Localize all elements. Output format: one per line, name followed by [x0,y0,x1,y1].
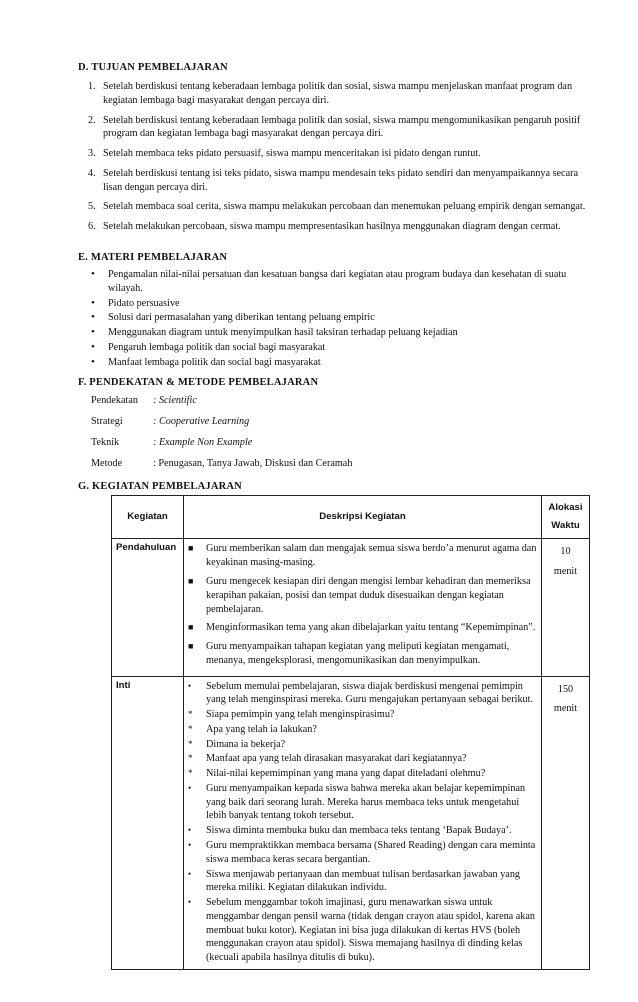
list-item: • Sebelum memulai pembelajaran, siswa diajak berdiskusi mengenai pemimpin yang telah menginspirasi mereka. Guru mengajukan pertanyaan sebagai berikut. [188,680,534,706]
inti-list [188,680,537,965]
table-row [112,676,590,969]
objective-item: 4. Setelah berdiskusi tentang isi teks pidato, siswa mampu mendesain teks pidato sendiri dan menyampaikannya secara lisan dengan percaya diri. [88,167,579,193]
list-item: * Nilai-nilai kepemimpinan yang mana yang dapat diteladani olehmu? [188,768,486,780]
inti-description [184,676,542,969]
phase-pendahuluan: Pendahuluan [112,539,184,676]
section-f-heading: F. PENDEKATAN & METODE PEMBELAJARAN [78,377,319,388]
objective-item: 6. Setelah melakukan percobaan, siswa mampu mempresentasikan hasilnya menggunakan diagram dengan cermat. [88,221,561,233]
inti-time: 150 menit [542,676,590,969]
materials-list [91,268,596,370]
pendahuluan-time: 10 menit [542,539,590,676]
header-kegiatan: Kegiatan [112,496,184,539]
material-item: • Manfaat lembaga politik dan social bagi masyarakat [91,356,596,370]
technique-label: Teknik [91,437,120,448]
approach-label: Pendekatan [91,395,138,406]
list-item: ■ Menginformasikan tema yang akan dibelajarkan yaitu tentang “Kepemimpinan”. [188,622,536,634]
material-item: • Pengamalan nilai-nilai persatuan dan kesatuan bangsa dari kegiatan atau program budaya dan kesehatan di suatu wilayah. [91,268,596,296]
list-item: * Apa yang telah ia lakukan? [188,723,317,735]
pendahuluan-list [188,542,537,667]
strategy-value: : Cooperative Learning [153,416,250,427]
square-bullet-icon: ■ [188,622,194,633]
list-item: • Sebelum menggambar tokoh imajinasi, guru menawarkan siswa untuk menggambar dengan pensil warna (tidak dengan crayon atau spidol, karena akan membuat buku kotor). Kegiatan ini bisa juga dilakukan di kertas HVS (boleh menggunakan crayon atau spidol). Siswa memajang hasilnya di dinding kelas (kecuali apabila hasilnya ditulis di buku). [188,897,535,964]
strategy-label: Strategi [91,416,123,427]
table-row [112,539,590,676]
list-item: • Siswa menjawab pertanyaan dan membuat tulisan berdasarkan jawaban yang mereka miliki. Kegiatan dilakukan individu. [188,868,521,894]
list-item: • Siswa diminta membuka buku dan membaca teks tentang ‘Bapak Budaya’. [188,825,512,837]
objective-item: 2. Setelah berdiskusi tentang keberadaan lembaga politik dan sosial, siswa mampu mengomunikasikan pengaruh positif program dan kegiatan lembaga bagi masyarakat dengan percaya diri. [88,114,581,140]
strategy-row [91,415,571,436]
approach-value: : Scientific [153,395,197,406]
list-item: ■ Guru mengecek kesiapan diri dengan mengisi lembar kehadiran dan memeriksa kerapihan pakaian, posisi dan tempat duduk disesuaikan dengan kegiatan pembelajaran. [188,575,531,615]
header-alokasi: Alokasi Waktu [542,496,590,539]
material-item: • Solusi dari permasalahan yang diberikan tentang peluang empiric [91,311,596,325]
material-item: • Pidato persuasive [91,297,596,311]
table-header-row [112,496,590,539]
objectives-list [88,80,593,240]
objective-item: 1. Setelah berdiskusi tentang keberadaan lembaga politik dan sosial, siswa mampu menjelaskan manfaat program dan kegiatan lembaga bagi masyarakat dengan percaya diri. [88,81,573,106]
phase-inti: Inti [112,676,184,969]
header-deskripsi: Deskripsi Kegiatan [184,496,542,539]
objective-item: 5. Setelah membaca soal cerita, siswa mampu melakukan percobaan dan menemukan peluang empirik dengan semangat. [88,201,586,213]
square-bullet-icon: ■ [188,641,194,652]
approach-table [91,394,571,478]
objective-item: 3. Setelah membaca teks pidato persuasif, siswa mampu menceritakan isi pidato dengan runtut. [88,148,481,160]
list-item: * Manfaat apa yang telah dirasakan masyarakat dari kegiatannya? [188,753,467,765]
pendahuluan-description [184,539,542,676]
section-g-heading: G. KEGIATAN PEMBELAJARAN [78,481,242,492]
method-row [91,457,571,478]
list-item: • Guru mempraktikkan membaca bersama (Shared Reading) dengan cara meminta siswa membaca keras secara bergantian. [188,839,536,865]
method-value: : Penugasan, Tanya Jawab, Diskusi dan Ceramah [153,458,353,469]
section-d-heading: D. TUJUAN PEMBELAJARAN [78,62,228,73]
activities-table [111,495,590,970]
material-item: • Pengaruh lembaga politik dan social bagi masyarakat [91,341,596,355]
square-bullet-icon: ■ [188,575,194,586]
list-item: • Guru menyampaikan kepada siswa bahwa mereka akan belajar kepemimpinan yang baik dari seorang lurah. Mereka harus membaca teks untuk mengetahui lebih banyak tentang tokoh tersebut. [188,782,526,822]
technique-row [91,436,571,457]
list-item: * Dimana ia bekerja? [188,738,286,750]
square-bullet-icon: ■ [188,543,194,554]
list-item: * Siapa pemimpin yang telah menginspirasimu? [188,709,395,721]
material-item: • Menggunakan diagram untuk menyimpulkan hasil taksiran terhadap peluang kejadian [91,326,596,340]
section-e-heading: E. MATERI PEMBELAJARAN [78,252,228,263]
method-label: Metode [91,458,123,469]
technique-value: : Example Non Example [153,437,253,448]
approach-row [91,394,571,415]
list-item: ■ Guru menyampaikan tahapan kegiatan yang meliputi kegiatan mengamati, menanya, mengeksplorasi, mengomunikasikan dan menyimpulkan. [188,641,510,666]
list-item: ■ Guru memberikan salam dan mengajak semua siswa berdo’a menurut agama dan keyakinan masing-masing. [188,543,537,569]
